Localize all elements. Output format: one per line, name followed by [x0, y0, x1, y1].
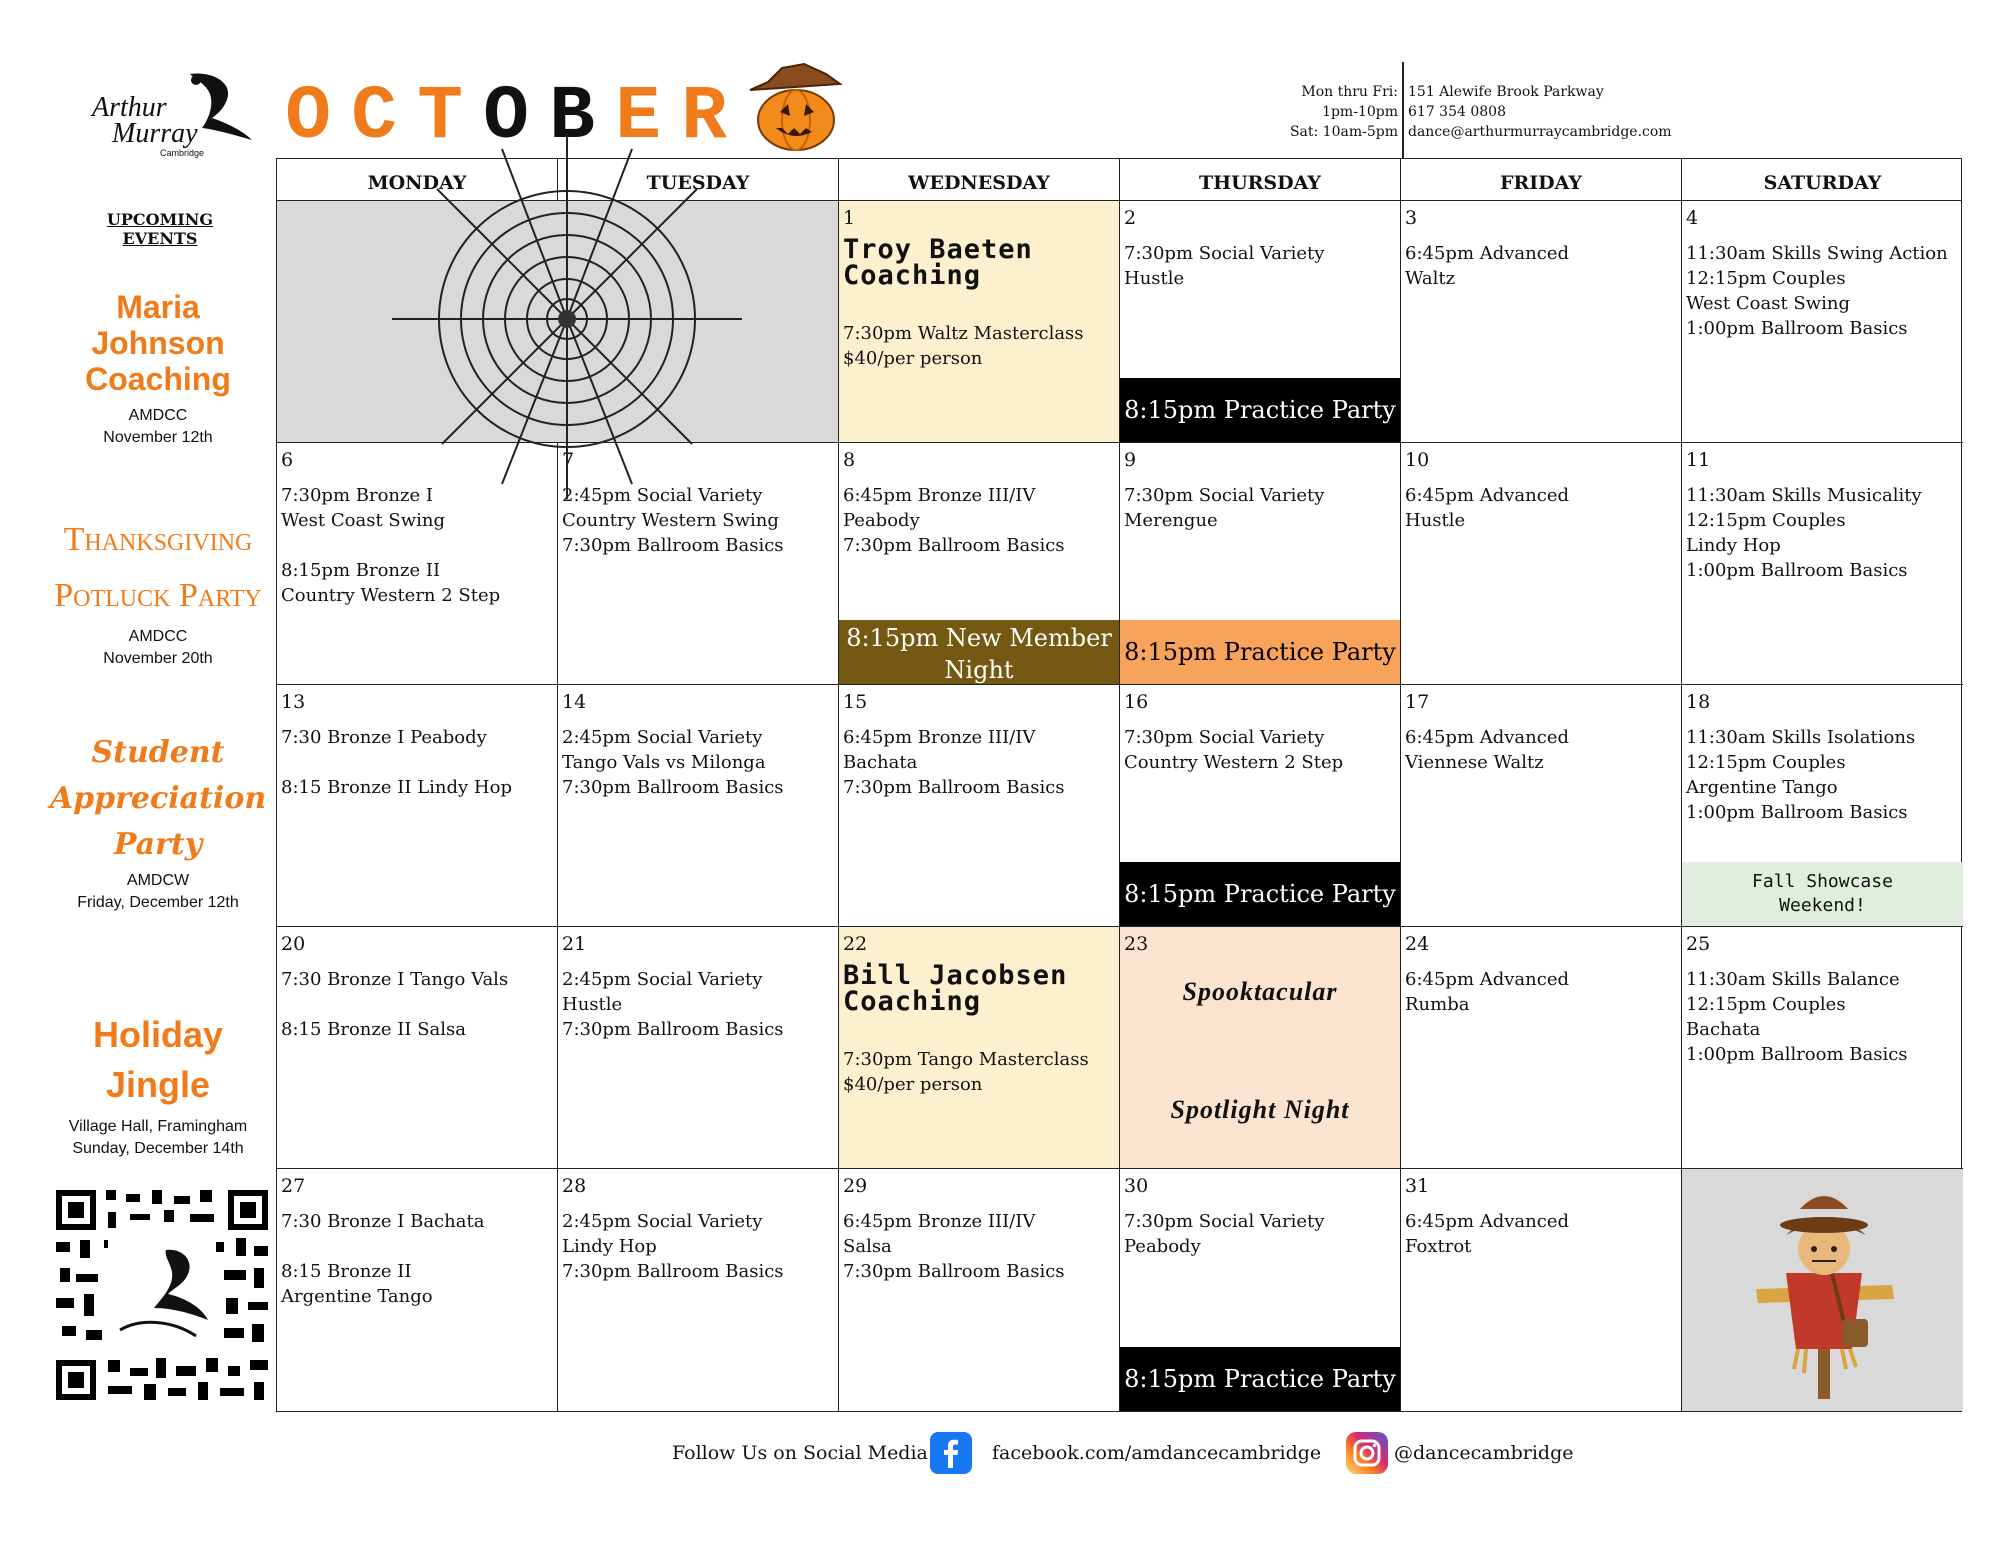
event-location: AMDCW — [126, 872, 190, 889]
pumpkin-icon — [746, 62, 844, 154]
event-text: 6:45pm Advanced Foxtrot — [1405, 1211, 1570, 1257]
day-cell[interactable] — [1682, 443, 1963, 685]
day-number: 20 — [281, 933, 306, 955]
practice-party-band: 8:15pm Practice Party — [1120, 1347, 1400, 1411]
month-letter: R — [681, 74, 727, 160]
instagram-icon[interactable] — [1346, 1432, 1388, 1474]
month-letter: O — [285, 74, 331, 160]
event-location: Village Hall, Framingham — [68, 1118, 248, 1135]
day-events — [1686, 483, 1959, 583]
day-cell[interactable] — [1401, 927, 1682, 1169]
day-cell[interactable] — [1682, 201, 1963, 443]
day-events — [1124, 483, 1396, 533]
day-number: 4 — [1686, 207, 1699, 229]
event-text: 6:45pm Bronze III/IV Salsa 7:30pm Ballroom Basics — [843, 1211, 1065, 1282]
event-text: 2:45pm Social Variety Lindy Hop 7:30pm Ballroom Basics — [562, 1211, 784, 1282]
month-letter: E — [615, 74, 661, 160]
day-number: 22 — [843, 933, 868, 955]
day-cell[interactable] — [277, 1169, 558, 1411]
day-number: 23 — [1124, 933, 1149, 955]
day-events — [1124, 1209, 1396, 1259]
logo-line-3: Cambridge — [160, 148, 205, 158]
event-date: November 12th — [103, 429, 213, 447]
day-number: 29 — [843, 1175, 868, 1197]
day-number: 10 — [1405, 449, 1430, 471]
day-cell[interactable] — [1401, 1169, 1682, 1411]
logo-line-2: Murray — [112, 118, 198, 149]
weekday-header: SATURDAY — [1763, 172, 1882, 194]
day-events — [1124, 725, 1396, 775]
spotlight-night-text: Spotlight Night — [1170, 1095, 1350, 1124]
month-letter: C — [351, 74, 397, 160]
day-cell[interactable] — [839, 685, 1120, 927]
event-text: 6:45pm Bronze III/IV Peabody 7:30pm Ballroom Basics — [843, 485, 1065, 556]
day-events — [1686, 725, 1959, 825]
event-title: Holiday Jingle — [92, 1014, 224, 1105]
event-text: 7:30pm Waltz Masterclass $40/per person — [843, 323, 1084, 369]
logo-line-1: Arthur — [92, 92, 167, 123]
sidebar-event — [48, 290, 268, 449]
day-events — [843, 1209, 1115, 1284]
day-cell[interactable] — [277, 927, 558, 1169]
event-text: 7:30 Bronze I Bachata 8:15 Bronze II Argentine Tango — [281, 1211, 485, 1307]
scarecrow-icon — [1682, 1169, 1963, 1411]
hours-line: Sat: 10am-5pm — [1289, 124, 1398, 140]
business-hours — [1240, 82, 1398, 142]
weekday-header: MONDAY — [277, 159, 558, 201]
coaching-title: Bill Jacobsen Coaching — [843, 960, 1068, 1017]
day-cell[interactable] — [558, 927, 839, 1169]
day-events — [562, 725, 834, 800]
month-letter: O — [483, 74, 529, 160]
day-number: 18 — [1686, 691, 1711, 713]
day-cell[interactable] — [1120, 685, 1401, 927]
day-events — [843, 725, 1115, 800]
event-text: 7:30 Bronze I Tango Vals 8:15 Bronze II Salsa — [281, 969, 509, 1040]
day-cell[interactable] — [558, 685, 839, 927]
day-events — [562, 967, 834, 1042]
day-number: 31 — [1405, 1175, 1430, 1197]
header-divider — [1402, 62, 1404, 158]
event-location: AMDCC — [128, 628, 188, 645]
event-text: 6:45pm Advanced Hustle — [1405, 485, 1570, 531]
empty-day-cell — [1682, 1169, 1963, 1411]
day-cell[interactable] — [558, 1169, 839, 1411]
day-cell[interactable] — [277, 685, 558, 927]
day-cell[interactable] — [1120, 443, 1401, 685]
spider-web-icon — [387, 129, 747, 509]
day-events — [562, 1209, 834, 1284]
weekday-header: TUESDAY — [558, 159, 839, 201]
day-cell[interactable] — [1120, 1169, 1401, 1411]
day-events — [1405, 967, 1677, 1017]
phone: 617 354 0808 — [1408, 104, 1506, 120]
day-number: 8 — [843, 449, 856, 471]
day-cell[interactable] — [839, 201, 1120, 443]
day-number: 1 — [843, 207, 856, 229]
event-text: 6:45pm Advanced Waltz — [1405, 243, 1570, 289]
hours-line: 1pm-10pm — [1322, 104, 1398, 120]
hours-line: Mon thru Fri: — [1301, 84, 1398, 100]
practice-party-band: 8:15pm Practice Party — [1120, 378, 1400, 442]
event-text: 2:45pm Social Variety Country Western Swing 7:30pm Ballroom Basics — [562, 485, 784, 556]
day-cell[interactable] — [1682, 927, 1963, 1169]
event-text: 6:45pm Bronze III/IV Bachata 7:30pm Ballroom Basics — [843, 727, 1065, 798]
day-cell[interactable] — [839, 443, 1120, 685]
day-number: 6 — [281, 449, 294, 471]
day-events — [843, 321, 1115, 371]
event-title: Maria Johnson Coaching — [85, 289, 231, 397]
day-cell[interactable] — [1401, 201, 1682, 443]
event-date: November 20th — [103, 650, 213, 667]
day-cell[interactable] — [839, 927, 1120, 1169]
event-text: 11:30am Skills Balance 12:15pm Couples Bachata 1:00pm Ballroom Basics — [1686, 969, 1908, 1065]
day-number: 30 — [1124, 1175, 1149, 1197]
weekday-header: WEDNESDAY — [839, 159, 1120, 201]
day-events — [281, 967, 553, 1042]
event-date: Sunday, December 14th — [72, 1140, 244, 1157]
spooktacular-text: Spooktacular — [1182, 977, 1338, 1006]
month-letter: T — [417, 74, 463, 160]
event-text: 11:30am Skills Musicality 12:15pm Couples Lindy Hop 1:00pm Ballroom Basics — [1686, 485, 1922, 581]
practice-party-band: 8:15pm Practice Party — [1120, 620, 1400, 684]
event-title: Student Appreciation Party — [49, 735, 267, 862]
day-cell[interactable] — [1682, 685, 1963, 927]
facebook-icon[interactable] — [930, 1432, 972, 1474]
day-events — [1405, 1209, 1677, 1259]
day-number: 21 — [562, 933, 587, 955]
month-letter: B — [549, 74, 595, 160]
instagram-handle[interactable]: @dancecambridge — [1394, 1442, 1574, 1464]
fall-showcase-band: Fall Showcase Weekend! — [1682, 862, 1963, 926]
day-number: 27 — [281, 1175, 306, 1197]
day-number: 17 — [1405, 691, 1430, 713]
weekday-header: THURSDAY — [1120, 159, 1401, 201]
weekday-header: FRIDAY — [1401, 159, 1682, 201]
sidebar-event — [48, 512, 268, 670]
event-text: 7:30pm Social Variety Hustle — [1124, 243, 1325, 289]
day-number: 7 — [562, 449, 575, 471]
day-events — [843, 1047, 1115, 1097]
day-cell[interactable] — [1120, 201, 1401, 443]
day-number: 2 — [1124, 207, 1137, 229]
contact-info — [1408, 82, 1672, 142]
day-events — [1124, 241, 1396, 291]
event-text: 6:45pm Advanced Rumba — [1405, 969, 1570, 1015]
day-events — [1686, 967, 1959, 1067]
social-footer — [0, 1428, 2000, 1476]
coaching-title: Troy Baeten Coaching — [843, 234, 1033, 291]
day-events — [281, 1209, 553, 1309]
email-link[interactable]: dance@arthurmurraycambridge.com — [1408, 124, 1672, 140]
facebook-link[interactable]: facebook.com/amdancecambridge — [992, 1442, 1322, 1464]
day-number: 14 — [562, 691, 587, 713]
day-events — [843, 483, 1115, 558]
day-number: 24 — [1405, 933, 1430, 955]
event-title: Thanksgiving Potluck Party — [54, 521, 262, 614]
event-text: 7:30pm Social Variety Peabody — [1124, 1211, 1325, 1257]
follow-label: Follow Us on Social Media — [672, 1442, 928, 1464]
calendar-grid — [276, 158, 1962, 1412]
sidebar-event — [48, 1010, 268, 1160]
event-text: 11:30am Skills Isolations 12:15pm Couples Argentine Tango 1:00pm Ballroom Basics — [1686, 727, 1916, 823]
arthur-murray-logo — [92, 70, 262, 158]
event-text: 7:30pm Bronze I West Coast Swing 8:15pm Bronze II Country Western 2 Step — [281, 485, 501, 606]
day-cell[interactable] — [1401, 443, 1682, 685]
event-text: 7:30pm Social Variety Merengue — [1124, 485, 1325, 531]
qr-code-icon[interactable] — [56, 1190, 268, 1400]
upcoming-events-title: UPCOMING EVENTS — [106, 210, 214, 248]
day-events — [1686, 241, 1959, 341]
day-number: 15 — [843, 691, 868, 713]
day-number: 11 — [1686, 449, 1711, 471]
address: 151 Alewife Brook Parkway — [1408, 84, 1604, 100]
event-text: 7:30pm Social Variety Country Western 2 Step — [1124, 727, 1344, 773]
new-member-night-band: 8:15pm New Member Night — [839, 620, 1119, 684]
day-events — [1405, 725, 1677, 775]
event-text: 2:45pm Social Variety Hustle 7:30pm Ballroom Basics — [562, 969, 784, 1040]
day-number: 28 — [562, 1175, 587, 1197]
day-number: 25 — [1686, 933, 1711, 955]
practice-party-band: 8:15pm Practice Party — [1120, 862, 1400, 926]
event-text: 7:30 Bronze I Peabody 8:15 Bronze II Lindy Hop — [281, 727, 512, 798]
day-events — [281, 725, 553, 800]
day-cell[interactable] — [839, 1169, 1120, 1411]
event-text: 2:45pm Social Variety Tango Vals vs Milonga 7:30pm Ballroom Basics — [562, 727, 784, 798]
day-cell[interactable] — [1401, 685, 1682, 927]
day-cell[interactable] — [1120, 927, 1401, 1169]
day-events — [1405, 241, 1677, 291]
sidebar-event — [48, 730, 268, 914]
day-events — [1405, 483, 1677, 533]
event-text: 7:30pm Tango Masterclass $40/per person — [843, 1049, 1089, 1095]
event-text: 11:30am Skills Swing Action 12:15pm Couples West Coast Swing 1:00pm Ballroom Basics — [1686, 243, 1948, 339]
day-number: 9 — [1124, 449, 1137, 471]
day-number: 13 — [281, 691, 306, 713]
day-number: 16 — [1124, 691, 1149, 713]
event-text: 6:45pm Advanced Viennese Waltz — [1405, 727, 1570, 773]
day-number: 3 — [1405, 207, 1418, 229]
event-location: AMDCC — [128, 407, 188, 425]
event-date: Friday, December 12th — [77, 894, 239, 911]
